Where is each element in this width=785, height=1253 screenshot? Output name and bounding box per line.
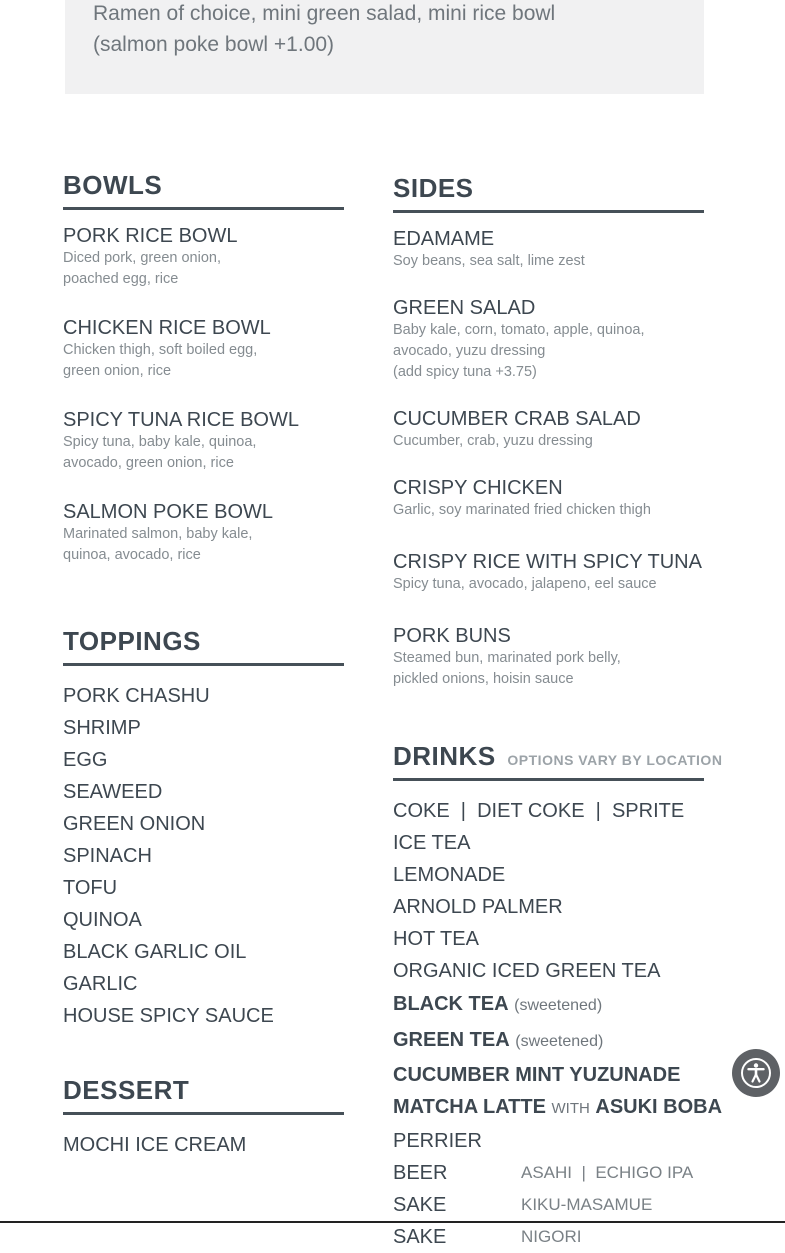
drink-item: HOT TEA	[393, 928, 479, 950]
drink-item: ORGANIC ICED GREEN TEA	[393, 960, 661, 982]
item-description: (add spicy tuna +3.75)	[393, 364, 537, 380]
topping-item: PORK CHASHU	[63, 685, 210, 707]
item-description: green onion, rice	[63, 363, 172, 379]
menu-item	[63, 408, 344, 474]
item-description: pickled onions, hoisin sauce	[393, 671, 574, 687]
drink-item: LEMONADE	[393, 864, 506, 886]
drinks-section	[393, 741, 723, 1253]
drink-item	[393, 987, 704, 1023]
item-description: avocado, yuzu dressing	[393, 343, 546, 359]
combo-info-box	[65, 0, 704, 94]
item-name: CUCUMBER CRAB SALAD	[393, 408, 641, 430]
item-name: CHICKEN RICE BOWL	[63, 317, 271, 339]
menu-item	[393, 407, 704, 452]
item-name: SALMON POKE BOWL	[63, 501, 274, 523]
topping-item: TOFU	[63, 877, 118, 899]
drink-name: SAKE	[393, 1194, 447, 1216]
topping-item: GARLIC	[63, 973, 138, 995]
drink-item: PERRIER	[393, 1130, 482, 1152]
dessert-heading: DESSERT	[63, 1075, 344, 1115]
drink-item	[393, 1059, 704, 1091]
drink-item: ICE TEA	[393, 832, 471, 854]
topping-item: EGG	[63, 749, 108, 771]
item-name: EDAMAME	[393, 228, 495, 250]
drink-name: GREEN TEA	[393, 1029, 510, 1051]
drink-name: BLACK TEA	[393, 993, 509, 1015]
item-description: poached egg, rice	[63, 271, 179, 287]
drink-name: BEER	[393, 1162, 448, 1184]
item-description: Diced pork, green onion,	[63, 250, 221, 266]
drink-item	[393, 1157, 704, 1189]
item-description: Cucumber, crab, yuzu dressing	[393, 433, 593, 449]
menu-item	[393, 476, 704, 521]
item-name: PORK RICE BOWL	[63, 225, 238, 247]
item-description: Chicken thigh, soft boiled egg,	[63, 342, 258, 358]
topping-item: HOUSE SPICY SAUCE	[63, 1005, 274, 1027]
menu-item	[63, 316, 344, 382]
topping-item: SHRIMP	[63, 717, 141, 739]
item-description: Garlic, soy marinated fried chicken thigh	[393, 502, 651, 518]
drink-name: ASUKI BOBA	[595, 1096, 723, 1118]
item-description: avocado, green onion, rice	[63, 455, 234, 471]
drink-item	[393, 1189, 704, 1221]
topping-item: SEAWEED	[63, 781, 163, 803]
accessibility-button[interactable]	[732, 1049, 780, 1097]
item-name: CRISPY CHICKEN	[393, 477, 563, 499]
item-description: Baby kale, corn, tomato, apple, quinoa,	[393, 322, 645, 338]
item-description: Spicy tuna, avocado, jalapeno, eel sauce	[393, 576, 657, 592]
combo-description-line-1: Ramen of choice, mini green salad, mini rice bowl	[93, 2, 556, 25]
item-description: Marinated salmon, baby kale,	[63, 526, 253, 542]
item-description: Spicy tuna, baby kale, quinoa,	[63, 434, 257, 450]
item-description: Steamed bun, marinated pork belly,	[393, 650, 621, 666]
page-bottom-edge	[0, 1221, 785, 1223]
drink-item	[393, 1221, 704, 1253]
drink-name: SAKE	[393, 1226, 447, 1248]
toppings-section	[63, 626, 344, 1032]
item-description: quinoa, avocado, rice	[63, 547, 201, 563]
drink-note: (sweetened)	[515, 1033, 604, 1050]
toppings-heading: TOPPINGS	[63, 626, 344, 666]
menu-item	[393, 550, 704, 595]
topping-item: BLACK GARLIC OIL	[63, 941, 247, 963]
bowls-section	[63, 170, 344, 592]
drink-name: MATCHA LATTE	[393, 1096, 546, 1118]
menu-item	[63, 224, 344, 290]
item-name: CRISPY RICE WITH SPICY TUNA	[393, 551, 702, 573]
item-description: Soy beans, sea salt, lime zest	[393, 253, 585, 269]
drink-brand: ASAHI | ECHIGO IPA	[521, 1163, 694, 1182]
topping-item: SPINACH	[63, 845, 152, 867]
drinks-subtitle: OPTIONS VARY BY LOCATION	[507, 752, 723, 768]
drink-item: COKE | DIET COKE | SPRITE	[393, 800, 685, 822]
item-name: PORK BUNS	[393, 625, 511, 647]
bowls-heading: BOWLS	[63, 170, 344, 210]
dessert-section	[63, 1075, 344, 1161]
drink-connector: WITH	[551, 1100, 590, 1117]
menu-item	[63, 500, 344, 566]
drink-item: ARNOLD PALMER	[393, 896, 563, 918]
drink-item	[393, 1023, 704, 1059]
drink-name: CUCUMBER MINT YUZUNADE	[393, 1064, 681, 1086]
item-name: SPICY TUNA RICE BOWL	[63, 409, 299, 431]
menu-item	[393, 296, 704, 383]
drink-brand: NIGORI	[521, 1227, 582, 1246]
drink-item	[393, 1091, 723, 1125]
menu-item	[393, 624, 704, 690]
combo-description-line-2: (salmon poke bowl +1.00)	[93, 33, 335, 56]
sides-section	[393, 173, 704, 716]
item-name: GREEN SALAD	[393, 297, 536, 319]
drink-note: (sweetened)	[514, 997, 603, 1014]
menu-item	[393, 227, 704, 272]
drink-brand: KIKU-MASAMUE	[521, 1195, 653, 1214]
drinks-heading	[393, 741, 723, 781]
topping-item: GREEN ONION	[63, 813, 206, 835]
drinks-title: DRINKS	[393, 741, 496, 771]
sides-heading: SIDES	[393, 173, 704, 213]
accessibility-icon	[740, 1057, 772, 1089]
topping-item: QUINOA	[63, 909, 142, 931]
dessert-item: MOCHI ICE CREAM	[63, 1134, 247, 1156]
